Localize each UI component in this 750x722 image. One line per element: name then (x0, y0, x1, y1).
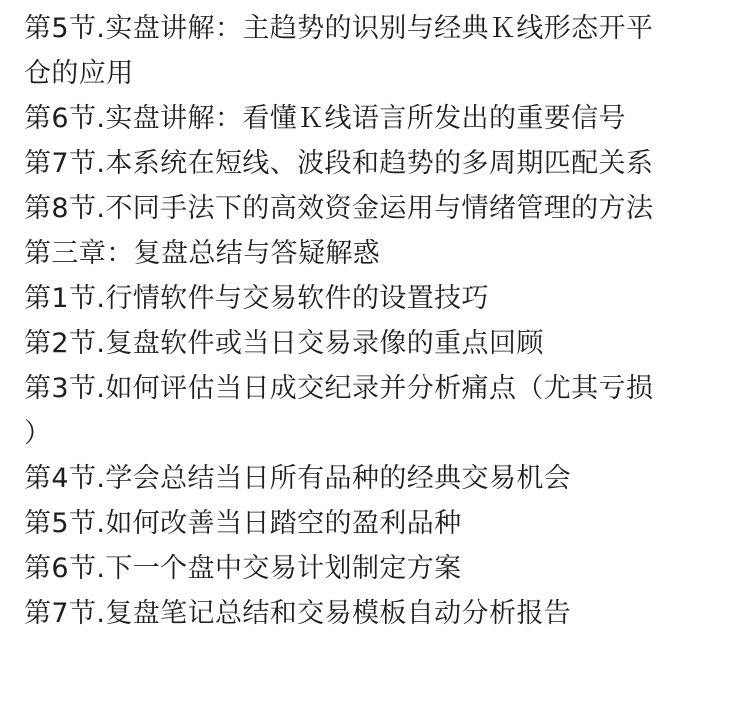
text-line: 第5节.如何改善当日踏空的盈利品种 (24, 508, 462, 539)
text-line: 仓的应用 (24, 58, 134, 89)
text-line: 第4节.学会总结当日所有品种的经典交易机会 (24, 463, 572, 494)
text-line: 第3节.如何评估当日成交纪录并分析痛点（尤其亏损 (24, 373, 654, 404)
text-line: ） (24, 418, 52, 449)
text-line: 第8节.不同手法下的高效资金运用与情绪管理的方法 (24, 193, 654, 224)
document-text (24, 6, 724, 636)
text-line: 第6节.下一个盘中交易计划制定方案 (24, 553, 462, 584)
text-line: 第7节.本系统在短线、波段和趋势的多周期匹配关系 (24, 148, 654, 179)
text-line: 第7节.复盘笔记总结和交易模板自动分析报告 (24, 598, 572, 629)
text-line: 第5节.实盘讲解：主趋势的识别与经典Ｋ线形态开平 (24, 13, 654, 44)
chapter-heading: 第三章：复盘总结与答疑解惑 (24, 238, 381, 269)
text-line: 第6节.实盘讲解：看懂Ｋ线语言所发出的重要信号 (24, 103, 626, 134)
text-line: 第1节.行情软件与交易软件的设置技巧 (24, 283, 489, 314)
text-line: 第2节.复盘软件或当日交易录像的重点回顾 (24, 328, 544, 359)
